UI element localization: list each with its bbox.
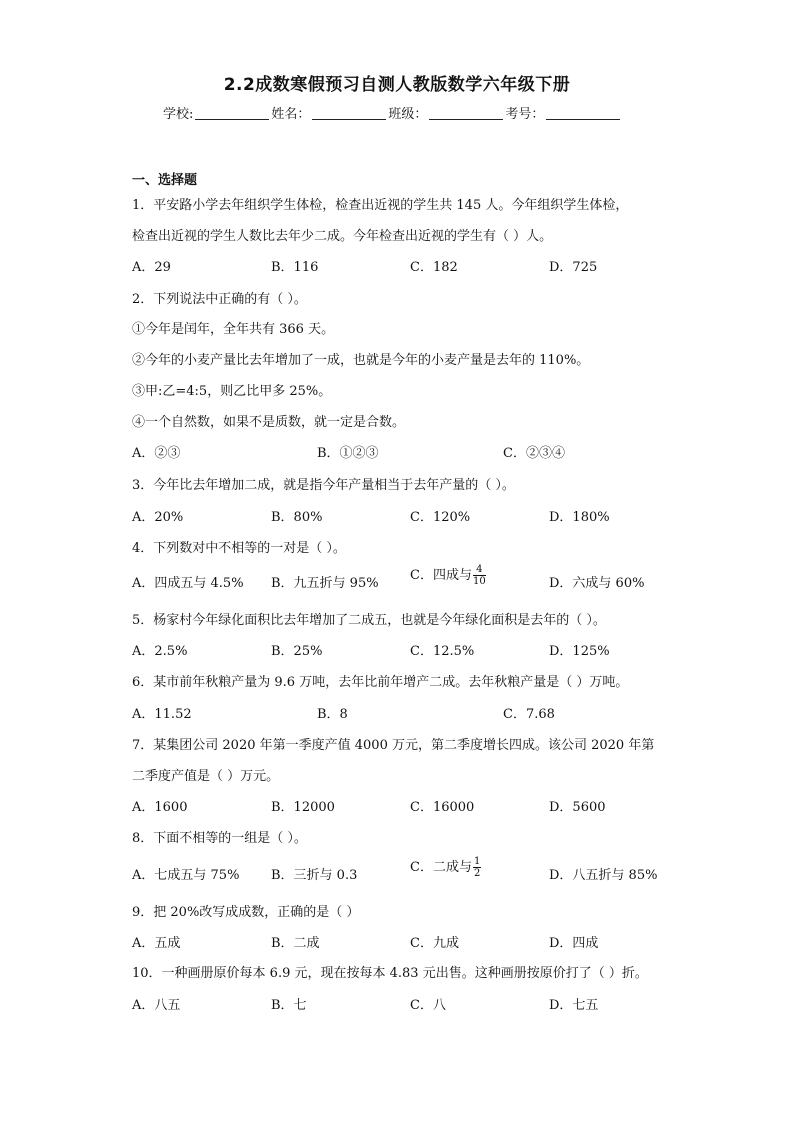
q4-option-d[interactable]: D．六成与 60% [549, 576, 645, 591]
q1-stem-line2: 检查出近视的学生人数比去年少二成。今年检查出近视的学生有（ ）人。 [132, 229, 553, 244]
q8-option-d[interactable]: D．八五折与 85% [549, 868, 658, 883]
q5-option-a[interactable]: A．2.5% [132, 644, 188, 659]
q6-option-c[interactable]: C．7.68 [503, 707, 555, 722]
student-info-row [163, 103, 622, 122]
q7-option-b[interactable]: B．12000 [271, 800, 335, 815]
q8-stem: 8．下面不相等的一组是（ ）。 [132, 831, 307, 846]
q1-option-c[interactable]: C．182 [410, 260, 458, 275]
q10-stem: 10．一种画册原价每本 6.9 元，现在按每本 4.83 元出售。这种画册按原价打了（ ）折。 [132, 966, 648, 981]
q2-statement-2: ②今年的小麦产量比去年增加了一成，也就是今年的小麦产量是去年的 110%。 [132, 353, 590, 368]
q7-option-c[interactable]: C．16000 [410, 800, 475, 815]
q2-option-a[interactable]: A．②③ [132, 446, 181, 461]
q10-option-b[interactable]: B．七 [271, 998, 307, 1013]
q9-option-d[interactable]: D．四成 [549, 936, 599, 951]
q2-statement-4: ④一个自然数，如果不是质数，就一定是合数。 [132, 415, 406, 430]
q8-fraction [473, 856, 481, 879]
q6-option-a[interactable]: A．11.52 [132, 707, 192, 722]
q5-option-c[interactable]: C．12.5% [410, 644, 475, 659]
q4-stem: 4．下列数对中不相等的一对是（ ）。 [132, 541, 346, 556]
q1-stem-line1: 1．平安路小学去年组织学生体检，检查出近视的学生共 145 人。今年组织学生体检， [132, 198, 629, 213]
q9-option-c[interactable]: C．九成 [410, 936, 459, 951]
exam-no-blank[interactable] [546, 107, 620, 120]
q2-statement-3: ③甲:乙=4:5，则乙比甲多 25%。 [132, 384, 332, 399]
section-title: 一、选择题 [132, 173, 198, 188]
class-blank[interactable] [429, 107, 503, 120]
q3-stem: 3．今年比去年增加二成，就是指今年产量相当于去年产量的（ ）。 [132, 478, 515, 493]
q1-option-a[interactable]: A．29 [132, 260, 171, 275]
q8-option-b[interactable]: B．三折与 0.3 [271, 868, 358, 883]
q3-option-a[interactable]: A．20% [132, 510, 184, 525]
q3-option-d[interactable]: D．180% [549, 510, 610, 525]
q9-option-a[interactable]: A．五成 [132, 936, 181, 951]
school-blank[interactable] [195, 107, 269, 120]
q5-stem: 5．杨家村今年绿化面积比去年增加了二成五，也就是今年绿化面积是去年的（ ）。 [132, 613, 606, 628]
q9-option-b[interactable]: B．二成 [271, 936, 320, 951]
q3-option-b[interactable]: B．80% [271, 510, 323, 525]
exam-no-label: 考号： [505, 107, 545, 122]
q4-fraction [473, 564, 486, 587]
q3-option-c[interactable]: C．120% [410, 510, 471, 525]
q7-option-a[interactable]: A．1600 [132, 800, 188, 815]
q2-stem: 2．下列说法中正确的有（ ）。 [132, 292, 307, 307]
q5-option-b[interactable]: B．25% [271, 644, 323, 659]
name-label: 姓名： [271, 107, 311, 122]
name-blank[interactable] [312, 107, 386, 120]
q4-option-a[interactable]: A．四成五与 4.5% [132, 576, 244, 591]
q4-option-b[interactable]: B．九五折与 95% [271, 576, 379, 591]
q10-option-c[interactable]: C．八 [410, 998, 446, 1013]
class-label: 班级： [388, 107, 428, 122]
q4-option-c-text: C．四成与 [410, 568, 472, 583]
q8-option-a[interactable]: A．七成五与 75% [132, 868, 240, 883]
q1-option-b[interactable]: B．116 [271, 260, 319, 275]
q1-option-d[interactable]: D．725 [549, 260, 598, 275]
q4-fraction-denominator: 10 [472, 576, 486, 587]
q2-option-c[interactable]: C．②③④ [503, 446, 565, 461]
q7-stem-line1: 7．某集团公司 2020 年第一季度产值 4000 万元，第二季度增长四成。该公司 2020 年第 [132, 738, 655, 753]
q4-fraction-numerator: 4 [473, 564, 486, 576]
q6-stem: 6．某市前年秋粮产量为 9.6 万吨，去年比前年增产二成。去年秋粮产量是（ ）万吨。 [132, 675, 629, 690]
q4-option-c[interactable] [410, 564, 486, 587]
q8-option-c[interactable] [410, 856, 481, 879]
q9-stem: 9．把 20%改写成成数，正确的是（ ） [132, 905, 360, 920]
school-label: 学校: [163, 107, 194, 122]
q2-statement-1: ①今年是闰年，全年共有 366 天。 [132, 322, 335, 337]
q6-option-b[interactable]: B．8 [317, 707, 348, 722]
q10-option-d[interactable]: D．七五 [549, 998, 599, 1013]
q5-option-d[interactable]: D．125% [549, 644, 610, 659]
q2-option-b[interactable]: B．①②③ [317, 446, 379, 461]
q10-option-a[interactable]: A．八五 [132, 998, 181, 1013]
q8-fraction-denominator: 2 [473, 868, 481, 879]
q7-option-d[interactable]: D．5600 [549, 800, 606, 815]
q8-fraction-numerator: 1 [473, 856, 481, 867]
q7-stem-line2: 二季度产值是（ ）万元。 [132, 769, 280, 784]
q8-option-c-text: C．二成与 [410, 860, 472, 875]
page-title: 2.2成数寒假预习自测人教版数学六年级下册 [223, 75, 571, 95]
